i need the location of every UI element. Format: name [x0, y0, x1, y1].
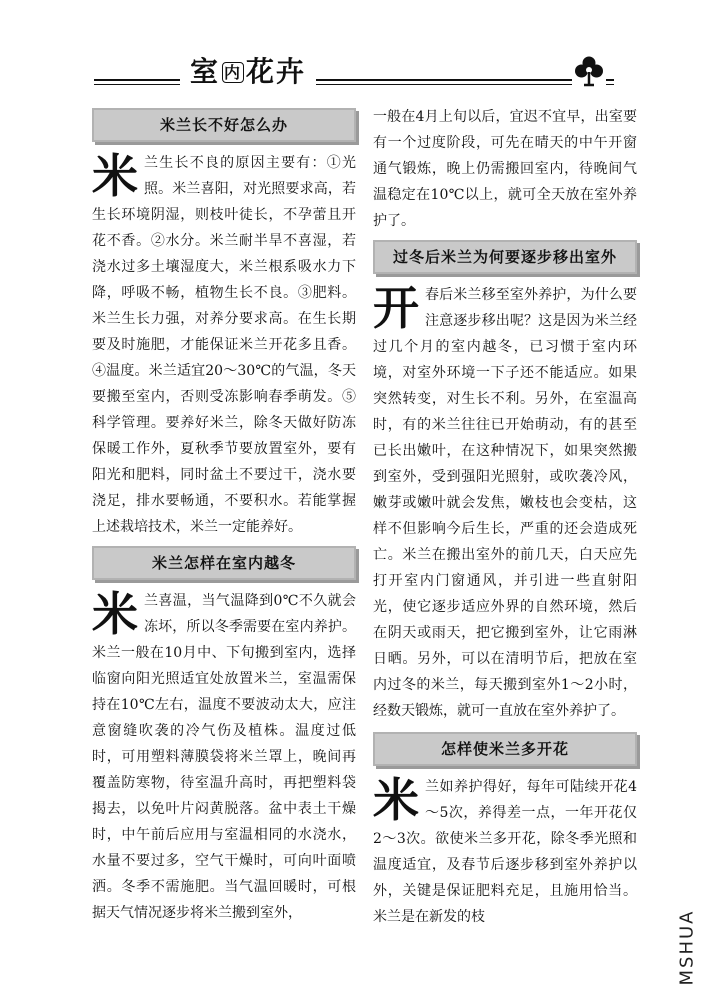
drop-cap: 开 — [373, 281, 419, 335]
header-rule-thick — [94, 79, 614, 81]
section-text: 兰如养护得好，每年可陆续开花4～5次，养得差一点，一年开花仅2～3次。欲使米兰多开花，除冬季光照和温度适宜，及春节后逐步移到室外养护以外，关键是保证肥料充足，且施用恰当。米兰是在新发的枝 — [373, 779, 637, 925]
section-title: 米兰长不好怎么办 — [92, 108, 356, 142]
clover-icon — [572, 54, 606, 88]
watermark-text: MSHUA — [676, 909, 698, 986]
header-title-part-2: 花卉 — [246, 55, 307, 88]
header-title-part-1: 室 — [190, 55, 221, 88]
section-text: 兰生长不良的原因主要有：①光照。米兰喜阳，对光照要求高，若生长环境阴湿，则枝叶徒长，不孕蕾且开花不香。②水分。米兰耐半旱不喜湿，若浇水过多土壤湿度大，米兰根系吸水力下降，呼吸不畅，植物生长不良。③肥料。米兰生长力强，对养分要求高。在生长期要及时施肥，才能保证米兰开花多且香。④温度。米兰适宜20～30℃的气温，冬天要搬至室内，否则受冻影响春季萌发。⑤科学管理。要养好米兰，除冬天做好防冻保暖工作外，夏秋季节要放置室外，要有阳光和肥料，同时盆土不要过干，浇水要浇足，排水要畅通，不要积水。若能掌握上述栽培技术，米兰一定能养好。 — [92, 155, 356, 535]
section-title: 怎样使米兰多开花 — [373, 732, 637, 766]
page-header — [94, 50, 614, 96]
section-body — [373, 774, 637, 930]
section-body — [92, 588, 356, 926]
section-text: 春后米兰移至室外养护，为什么要注意逐步移出呢？这是因为米兰经过几个月的室内越冬，已习惯于室内环境，对室外环境一下子还不能适应。如果突然转变，对生长不利。另外，在室温高时，有的米兰往往已开始萌动，有的甚至已长出嫩叶，在这种情况下，如果突然搬到室外，受到强阳光照射，或吹袭冷风，嫩芽或嫩叶就会发焦，嫩枝也会变枯，这样不但影响今后生长，严重的还会造成死亡。米兰在搬出室外的前几天，白天应先打开室内门窗通风，并引进一些直射阳光，使它逐步适应外界的自然环境，然后在阴天或雨天，把它搬到室外，让它雨淋日晒。另外，可以在清明节后，把放在室内过冬的米兰，每天搬到室外1～2小时，经数天锻炼，就可一直放在室外养护了。 — [373, 287, 637, 719]
section-body — [373, 282, 637, 724]
watermark — [676, 888, 698, 986]
section-title: 过冬后米兰为何要逐步移出室外 — [373, 240, 637, 274]
section-body — [92, 150, 356, 540]
drop-cap: 米 — [373, 773, 419, 827]
section-title: 米兰怎样在室内越冬 — [92, 546, 356, 580]
column-right — [373, 104, 637, 930]
drop-cap: 米 — [92, 587, 138, 641]
column-left — [92, 104, 356, 926]
header-title — [180, 52, 316, 93]
section-text: 兰喜温，当气温降到0℃不久就会冻坏，所以冬季需要在室内养护。米兰一般在10月中、下旬搬到室内，选择临窗向阳光照适宜处放置米兰，室温需保持在10℃左右，温度不要波动太大，应注意窗缝吹袭的冷气伤及植株。温度过低时，可用塑料薄膜袋将米兰罩上，晚间再覆盖防寒物，待室温升高时，再把塑料袋揭去，以免叶片闷黄脱落。盆中表土干燥时，中午前后应用与室温相同的水浇水，水量不要过多，空气干燥时，可向叶面喷洒。冬季不需施肥。当气温回暖时，可根据天气情况逐步将米兰搬到室外， — [92, 593, 356, 921]
section-body-continued: 一般在4月上旬以后，宜迟不宜早，出室要有一个过度阶段，可先在晴天的中午开窗通气锻炼，晚上仍需搬回室内，待晚间气温稳定在10℃以上，就可全天放在室外养护了。 — [373, 109, 637, 229]
header-rule-thin — [94, 84, 614, 85]
drop-cap: 米 — [92, 149, 138, 203]
header-title-part-small: 内 — [224, 63, 243, 82]
